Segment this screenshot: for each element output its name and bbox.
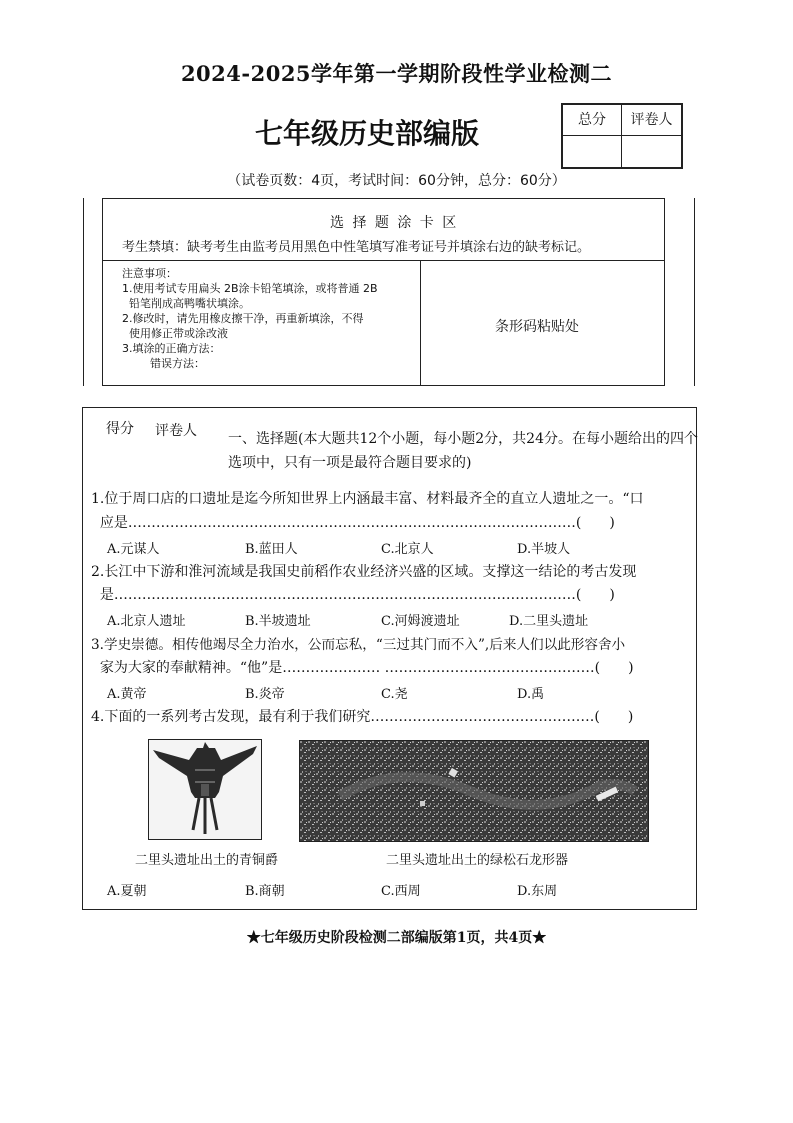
question-1-line-1: 1.位于周口店的口遗址是迄今所知世界上内涵最丰富、材料最齐全的直立人遗址之一。“口: [91, 491, 644, 507]
q2-option-c: C.河姆渡遗址: [381, 614, 460, 629]
q2-option-d: D.二里头遗址: [509, 614, 589, 629]
question-4-line-1: 4.下面的一系列考古发现，最有利于我们研究…………………………………………( ): [91, 709, 634, 725]
absent-warning: 考生禁填：缺考考生由监考员用黑色中性笔填写准考证号并填涂右边的缺考标记。: [122, 240, 591, 255]
instruction-line: 2.修改时，请先用橡皮擦干净，再重新填涂，不得: [122, 312, 364, 325]
q1-option-d: D.半坡人: [517, 542, 571, 557]
exam-title: 2024-2025学年第一学期阶段性学业检测二: [180, 61, 613, 86]
question-2-line-1: 2.长江中下游和淮河流域是我国史前稻作农业经济兴盛的区域。支撑这一结论的考古发现: [91, 564, 637, 580]
instruction-line: 3.填涂的正确方法：: [122, 342, 221, 355]
instruction-line: 铅笔削成高鸭嘴状填涂。: [122, 297, 250, 310]
answer-card-title: 选 择 题 涂 卡 区: [330, 215, 459, 231]
question-3-line-2: 家为大家的奉献精神。“他”是………………… ………………………………………( ): [91, 660, 634, 676]
q2-option-a: A.北京人遗址: [107, 614, 186, 629]
q4-option-d: D.东周: [517, 884, 558, 899]
question-1-line-2: 应是……………………………………………………………………………………( ): [91, 515, 615, 531]
question-2-line-2: 是………………………………………………………………………………………( ): [91, 587, 615, 603]
total-score-cell: [562, 135, 622, 168]
barcode-area-label: 条形码粘贴处: [495, 319, 579, 335]
score-table: [561, 103, 683, 169]
section-grader-label: 评卷人: [155, 423, 197, 439]
q3-option-c: C.尧: [381, 687, 408, 702]
instruction-line: 1.使用考试专用扁头 2B涂卡铅笔填涂，或将普通 2B: [122, 282, 378, 295]
section-score-label: 得分: [106, 421, 134, 437]
instructions: [122, 266, 422, 371]
total-score-label: 总分: [562, 104, 622, 136]
instruction-line: 使用修正带或涂改液: [122, 327, 228, 340]
q3-option-b: B.炎帝: [245, 687, 285, 702]
bronze-jue-image: [148, 739, 262, 840]
q2-option-b: B.半坡遗址: [245, 614, 311, 629]
q1-option-b: B.蓝田人: [245, 542, 298, 557]
bronze-jue-caption: 二里头遗址出土的青铜爵: [135, 853, 279, 868]
exam-subtitle: 七年级历史部编版: [255, 117, 480, 150]
turquoise-dragon-caption: 二里头遗址出土的绿松石龙形器: [386, 853, 569, 868]
q4-option-b: B.商朝: [245, 884, 285, 899]
question-3-line-1: 3.学史崇德。相传他竭尽全力治水，公而忘私，“三过其门而不入”,后来人们以此形容舍小: [91, 637, 626, 653]
q4-option-c: C.西周: [381, 884, 421, 899]
q4-option-a: A.夏朝: [107, 884, 147, 899]
instruction-line: 错误方法：: [122, 357, 205, 370]
q3-option-d: D.禹: [517, 687, 545, 702]
grader-label: 评卷人: [621, 104, 682, 136]
q1-option-c: C.北京人: [381, 542, 434, 557]
grader-cell: [621, 135, 682, 168]
q3-option-a: A.黄帝: [107, 687, 147, 702]
turquoise-dragon-image: [299, 740, 649, 842]
section-heading: 一、选择题(本大题共12个小题，每小题2分，共24分。在每小题给出的四个选项中，只有一项是最符合题目要求的): [228, 431, 698, 471]
q1-option-a: A.元谋人: [107, 542, 160, 557]
instruction-line: 注意事项：: [122, 267, 177, 280]
exam-info: （试卷页数：4页，考试时间：60分钟，总分：60分）: [227, 173, 566, 189]
page-footer: ★七年级历史阶段检测二部编版第1页，共4页★: [246, 930, 547, 946]
